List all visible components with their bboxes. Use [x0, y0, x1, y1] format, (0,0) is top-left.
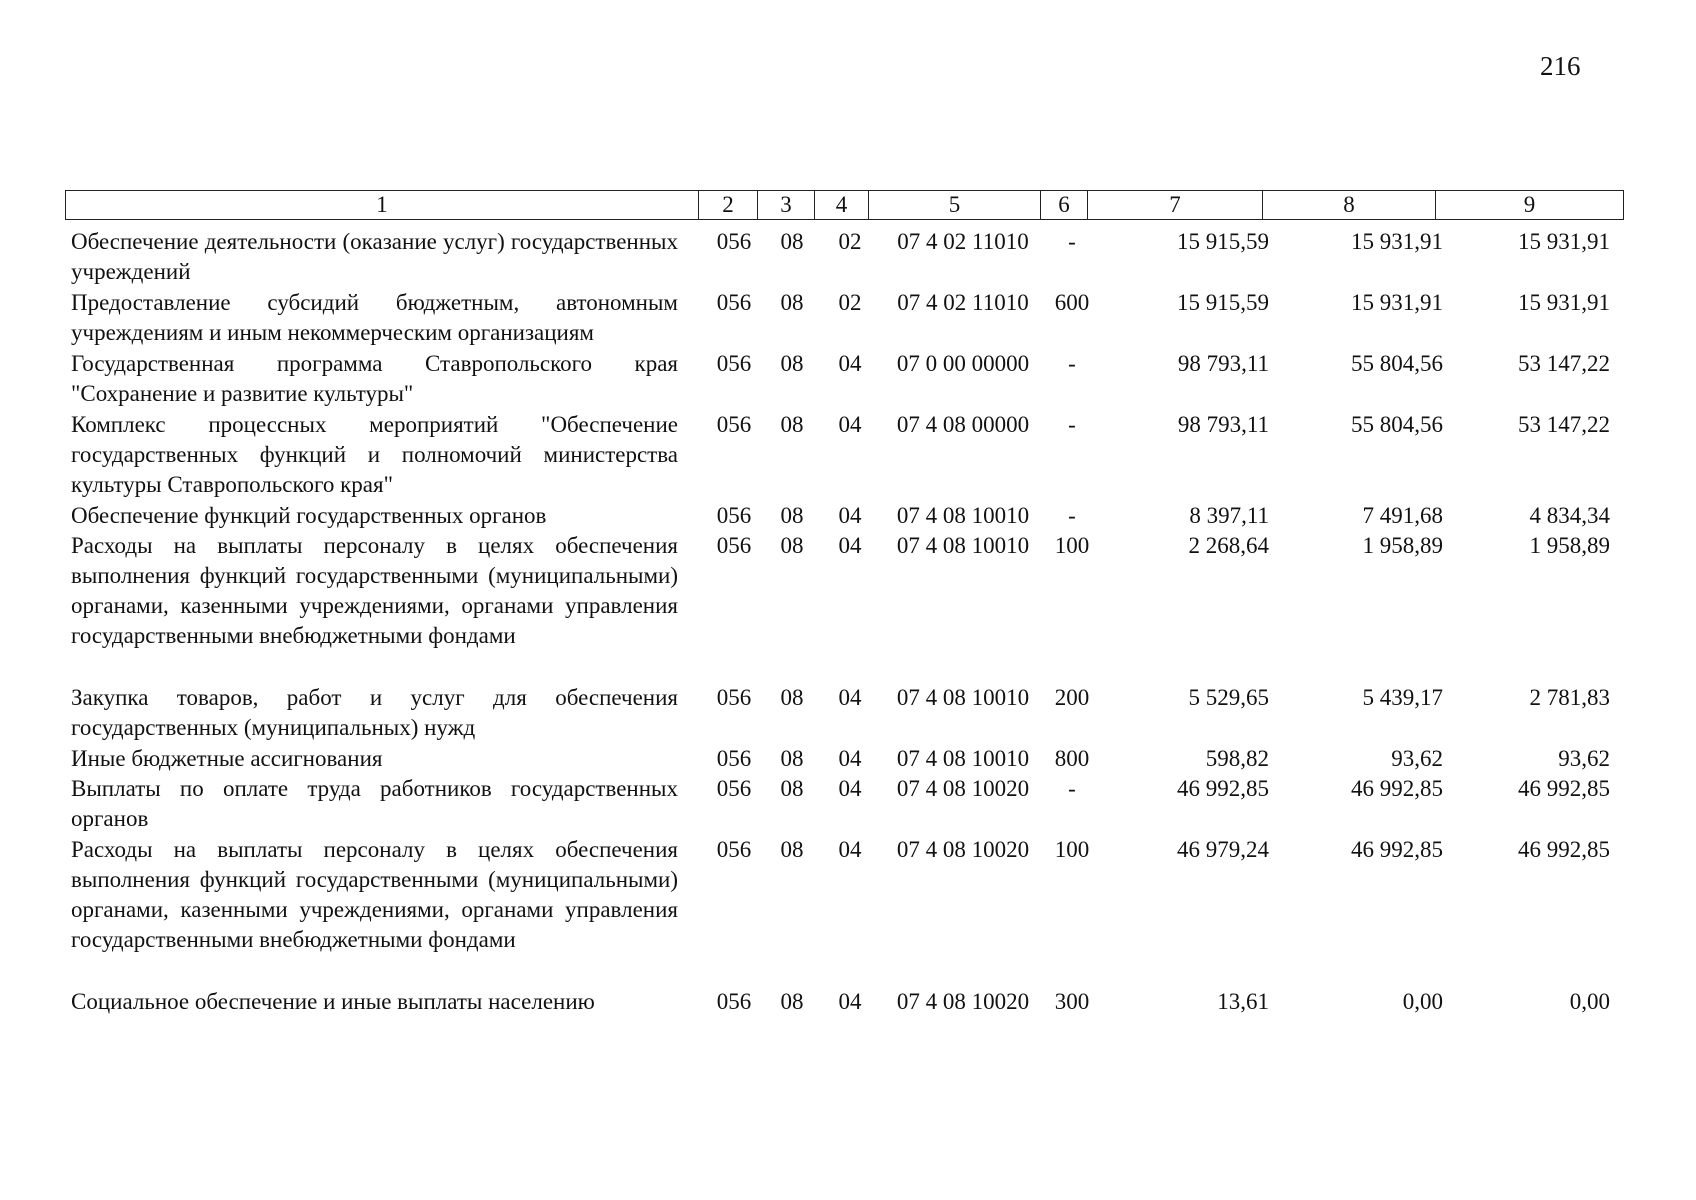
row-amount-col8: 55 804,56	[1351, 351, 1443, 376]
row-amount-col7: 2 268,64	[1188, 533, 1269, 558]
header-col-6: 6	[1041, 191, 1088, 220]
row-code-target: 07 4 08 10010	[896, 503, 1030, 528]
row-code-target: 07 4 02 11010	[897, 290, 1029, 315]
row-amount-col7: 8 397,11	[1189, 503, 1269, 528]
row-code-section: 08	[780, 503, 804, 528]
row-code-section: 08	[780, 229, 804, 254]
row-code-target: 07 4 08 10010	[896, 685, 1030, 710]
row-code-subsection: 04	[838, 685, 862, 710]
row-code-admin: 056	[716, 503, 752, 528]
row-amount-col8: 1 958,89	[1362, 533, 1443, 558]
row-code-subsection: 02	[838, 290, 862, 315]
row-code-expense-type: -	[1068, 776, 1076, 801]
row-code-admin: 056	[716, 533, 752, 558]
row-amount-col7: 98 793,11	[1177, 412, 1269, 437]
row-code-section: 08	[780, 290, 804, 315]
header-col-2: 2	[699, 191, 758, 220]
row-code-section: 08	[780, 533, 804, 558]
header-col-4: 4	[815, 191, 869, 220]
row-amount-col7: 46 992,85	[1177, 776, 1269, 801]
row-code-admin: 056	[716, 229, 752, 254]
row-amount-col8: 46 992,85	[1351, 776, 1443, 801]
row-code-target: 07 4 08 10020	[896, 837, 1030, 862]
row-code-subsection: 04	[838, 746, 862, 771]
row-name: Иные бюджетные ассигнования	[71, 746, 383, 771]
row-amount-col9: 46 992,85	[1518, 837, 1610, 862]
row-amount-col7: 15 915,59	[1177, 229, 1269, 254]
row-code-subsection: 02	[838, 229, 862, 254]
row-code-admin: 056	[716, 685, 752, 710]
row-amount-col7: 5 529,65	[1188, 685, 1269, 710]
row-amount-col9: 46 992,85	[1518, 776, 1610, 801]
row-code-subsection: 04	[838, 412, 862, 437]
row-code-subsection: 04	[838, 989, 862, 1014]
row-code-admin: 056	[716, 290, 752, 315]
row-code-subsection: 04	[838, 503, 862, 528]
row-amount-col9: 2 781,83	[1529, 685, 1610, 710]
row-code-target: 07 4 08 10020	[896, 776, 1030, 801]
row-code-target: 07 4 08 10020	[896, 989, 1030, 1014]
row-amount-col7: 15 915,59	[1177, 290, 1269, 315]
row-amount-col8: 15 931,91	[1351, 229, 1443, 254]
row-code-subsection: 04	[838, 837, 862, 862]
row-amount-col7: 46 979,24	[1177, 837, 1269, 862]
row-amount-col9: 1 958,89	[1529, 533, 1610, 558]
row-amount-col9: 53 147,22	[1518, 412, 1610, 437]
row-amount-col8: 15 931,91	[1351, 290, 1443, 315]
row-code-admin: 056	[716, 412, 752, 437]
row-amount-col8: 55 804,56	[1351, 412, 1443, 437]
row-amount-col9: 93,62	[1558, 746, 1610, 771]
row-code-target: 07 4 08 10010	[896, 746, 1030, 771]
column-number-header	[65, 190, 1624, 220]
row-code-target: 07 4 02 11010	[897, 229, 1029, 254]
row-name: Обеспечение деятельности (оказание услуг) государственных учреждений	[71, 229, 678, 284]
header-col-8: 8	[1263, 191, 1436, 220]
row-amount-col8: 0,00	[1402, 989, 1443, 1014]
row-code-section: 08	[780, 837, 804, 862]
row-code-subsection: 04	[838, 533, 862, 558]
row-code-admin: 056	[716, 351, 752, 376]
row-amount-col8: 7 491,68	[1362, 503, 1443, 528]
row-code-admin: 056	[716, 837, 752, 862]
row-code-expense-type: 800	[1054, 746, 1090, 771]
row-name: Выплаты по оплате труда работников государственных органов	[71, 776, 678, 831]
row-amount-col9: 15 931,91	[1518, 229, 1610, 254]
row-code-expense-type: 200	[1054, 685, 1090, 710]
row-name: Расходы на выплаты персоналу в целях обеспечения выполнения функций государственными (муниципальными) органами, казенными учреждениями, органами управления государственными внебюджетными фондами	[71, 533, 678, 648]
row-code-section: 08	[780, 685, 804, 710]
row-amount-col9: 0,00	[1569, 989, 1610, 1014]
row-code-expense-type: 600	[1054, 290, 1090, 315]
row-code-target: 07 4 08 00000	[896, 412, 1030, 437]
row-amount-col9: 4 834,34	[1529, 503, 1610, 528]
row-code-target: 07 0 00 00000	[896, 351, 1030, 376]
row-code-expense-type: -	[1068, 412, 1076, 437]
row-name: Комплекс процессных мероприятий "Обеспечение государственных функций и полномочий министерства культуры Ставропольского края"	[71, 412, 678, 497]
row-amount-col9: 15 931,91	[1518, 290, 1610, 315]
row-name: Социальное обеспечение и иные выплаты населению	[71, 989, 595, 1014]
row-amount-col8: 93,62	[1391, 746, 1443, 771]
row-amount-col8: 5 439,17	[1362, 685, 1443, 710]
row-code-expense-type: 100	[1054, 533, 1090, 558]
row-code-expense-type: -	[1068, 351, 1076, 376]
row-code-expense-type: 300	[1054, 989, 1090, 1014]
row-code-expense-type: -	[1068, 503, 1076, 528]
header-col-5: 5	[869, 191, 1041, 220]
row-name: Предоставление субсидий бюджетным, автономным учреждениям и иным некоммерческим организациям	[71, 290, 678, 345]
row-amount-col7: 98 793,11	[1177, 351, 1269, 376]
row-code-section: 08	[780, 746, 804, 771]
header-col-9: 9	[1436, 191, 1624, 220]
row-code-subsection: 04	[838, 351, 862, 376]
row-name: Государственная программа Ставропольского края "Сохранение и развитие культуры"	[71, 351, 678, 406]
row-name: Закупка товаров, работ и услуг для обеспечения государственных (муниципальных) нужд	[71, 685, 678, 740]
row-name: Расходы на выплаты персоналу в целях обеспечения выполнения функций государственными (муниципальными) органами, казенными учреждениями, органами управления государственными внебюджетными фондами	[71, 837, 678, 952]
header-col-7: 7	[1088, 191, 1263, 220]
row-code-admin: 056	[716, 989, 752, 1014]
row-amount-col8: 46 992,85	[1351, 837, 1443, 862]
row-code-target: 07 4 08 10010	[896, 533, 1030, 558]
row-code-subsection: 04	[838, 776, 862, 801]
row-code-section: 08	[780, 351, 804, 376]
row-code-section: 08	[780, 989, 804, 1014]
header-col-3: 3	[758, 191, 815, 220]
row-name: Обеспечение функций государственных органов	[71, 503, 547, 528]
row-code-admin: 056	[716, 776, 752, 801]
row-code-expense-type: 100	[1054, 837, 1090, 862]
header-col-1: 1	[66, 191, 699, 220]
row-code-section: 08	[780, 412, 804, 437]
row-amount-col7: 13,61	[1217, 989, 1269, 1014]
row-amount-col9: 53 147,22	[1518, 351, 1610, 376]
page-number: 216	[1540, 51, 1581, 81]
row-code-admin: 056	[716, 746, 752, 771]
row-code-section: 08	[780, 776, 804, 801]
row-code-expense-type: -	[1068, 229, 1076, 254]
row-amount-col7: 598,82	[1205, 746, 1269, 771]
